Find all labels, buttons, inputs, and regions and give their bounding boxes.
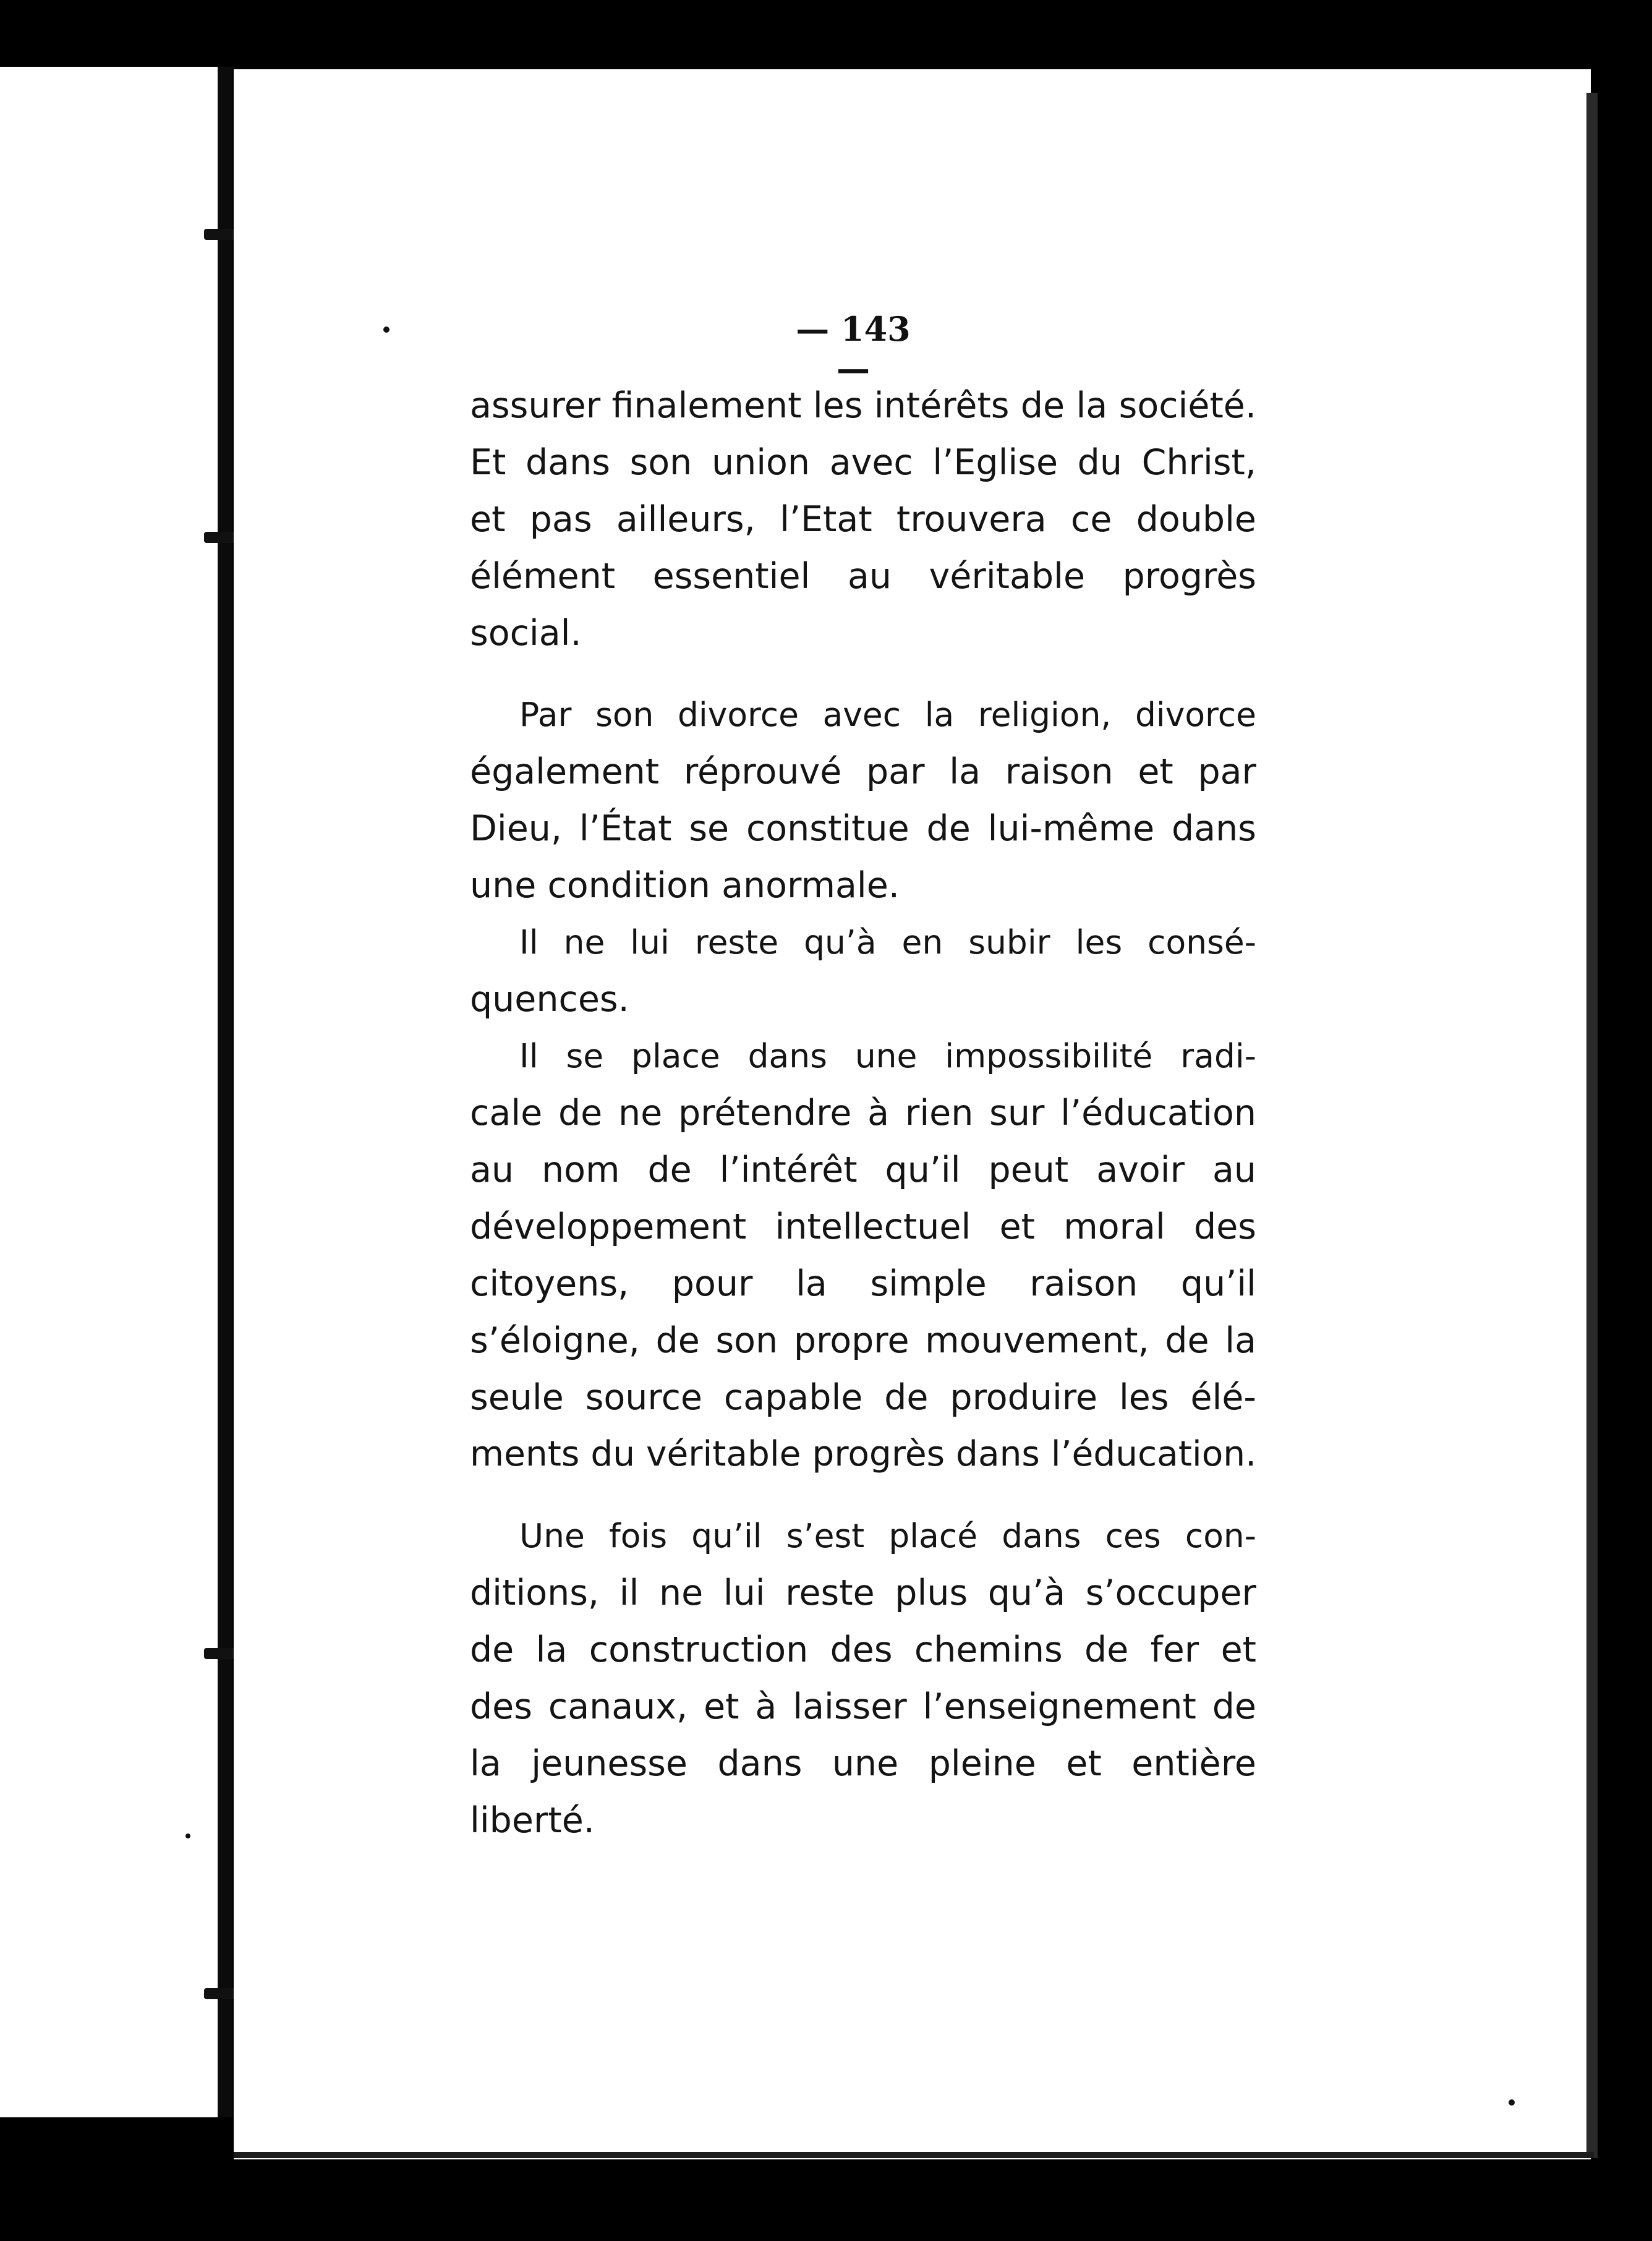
text-line: au nom de l’intérêt qu’il peut avoir au — [470, 1150, 1256, 1190]
text-line: cale de ne prétendre à rien sur l’éducation — [470, 1093, 1256, 1133]
page-bottom-edge — [234, 2152, 1594, 2158]
text-line: de la construction des chemins de fer et — [470, 1629, 1256, 1670]
dust-speck — [383, 327, 390, 333]
text-line: une condition anormale. — [470, 865, 900, 906]
paragraph — [470, 377, 1256, 662]
facing-leaf — [0, 67, 224, 2117]
text-line: s’éloigne, de son propre mouvement, de la — [470, 1320, 1256, 1361]
text-line: ditions, il ne lui reste plus qu’à s’occuper — [470, 1573, 1256, 1613]
page-number: — 143 — — [796, 309, 911, 388]
text-line: social. — [470, 613, 582, 654]
text-line: des canaux, et à laisser l’enseignement de — [470, 1686, 1256, 1727]
text-line: la jeunesse dans une pleine et entière — [470, 1743, 1256, 1784]
text-line: Une fois qu’il s’est placé dans ces con- — [519, 1516, 1256, 1555]
text-line: assurer finalement les intérêts de la société. — [470, 385, 1256, 426]
paragraph — [470, 1028, 1256, 1483]
paragraph — [470, 914, 1256, 1028]
text-line: quences. — [470, 979, 629, 1020]
text-line: Et dans son union avec l’Eglise du Christ, — [470, 442, 1256, 483]
text-line: et pas ailleurs, l’Etat trouvera ce double — [470, 499, 1256, 540]
text-line: liberté. — [470, 1800, 595, 1841]
page-edge-shadow — [1586, 93, 1598, 2158]
text-line: seule source capable de produire les élé- — [470, 1377, 1256, 1418]
text-line: ments du véritable progrès dans l’éducation. — [470, 1434, 1257, 1474]
text-line: Dieu, l’État se constitue de lui-même dans — [470, 808, 1256, 849]
text-line: élément essentiel au véritable progrès — [470, 556, 1256, 597]
text-line: citoyens, pour la simple raison qu’il — [470, 1263, 1256, 1304]
text-line: développement intellectuel et moral des — [470, 1206, 1256, 1247]
paragraph — [470, 686, 1256, 914]
dust-speck — [185, 1833, 190, 1838]
text-line: Il ne lui reste qu’à en subir les consé- — [519, 923, 1256, 962]
binding-edge — [218, 67, 232, 2117]
text-line: également réprouvé par la raison et par — [470, 751, 1256, 792]
body-text — [470, 377, 1256, 1849]
paragraph — [470, 1508, 1256, 1849]
text-line: Il se place dans une impossibilité radi- — [519, 1036, 1256, 1075]
text-line: Par son divorce avec la religion, divorce — [519, 695, 1256, 734]
dust-speck — [1509, 2099, 1515, 2106]
